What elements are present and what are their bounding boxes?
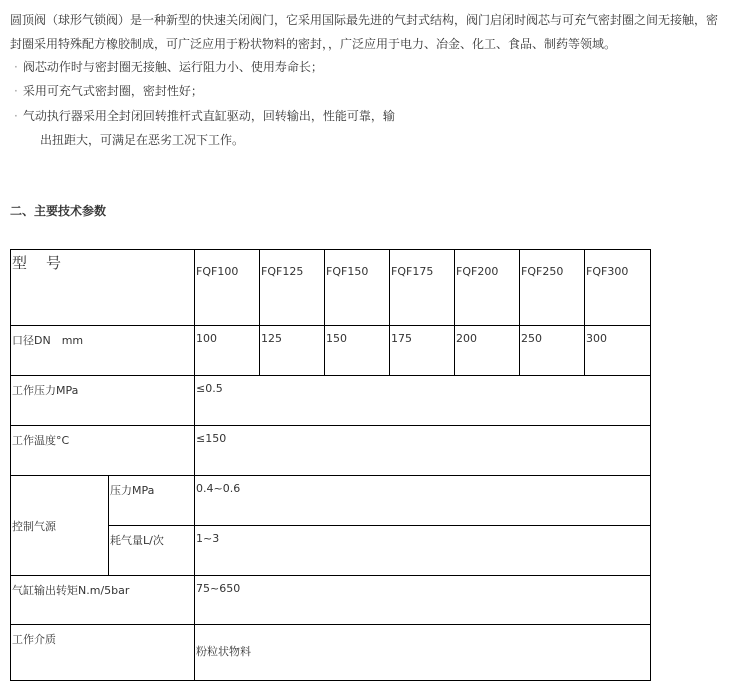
table-row-pressure (11, 376, 651, 426)
intro-paragraph: 圆顶阀（球形气锁阀）是一种新型的快速关闭阀门，它采用国际最先进的气封式结构，阀门启闭时阀芯与可充气密封圈之间无接触，密封圈采用特殊配方橡胶制成，可广泛应用于粉状物料的密封，，广泛应用于电力、冶金、化工、食品、制药等领域。 (10, 13, 719, 51)
diameter-cell: 250 (520, 326, 585, 376)
model-cell: FQF150 (325, 250, 390, 326)
section-title: 二、主要技术参数 (10, 204, 107, 218)
model-label-cell: 型 号 (11, 250, 195, 326)
table-row-control-pressure (11, 476, 651, 526)
air-consumption-value-cell: 1~3 (195, 526, 651, 576)
table-row-torque (11, 576, 651, 625)
medium-value-cell: 粉粒状物料 (195, 625, 651, 681)
diameter-cell: 300 (585, 326, 651, 376)
bullet-text: 气动执行器采用全封闭回转推杆式直缸驱动，回转输出，性能可靠，输 (22, 109, 395, 123)
spec-table (10, 249, 651, 681)
temperature-label-cell: 工作温度°C (11, 426, 195, 476)
pressure-label-cell: 工作压力MPa (11, 376, 195, 426)
control-air-label-cell: 控制气源 (11, 476, 109, 576)
model-cell: FQF175 (390, 250, 455, 326)
model-cell: FQF125 (260, 250, 325, 326)
control-pressure-label-cell: 压力MPa (109, 476, 195, 526)
diameter-cell: 100 (195, 326, 260, 376)
model-cell: FQF100 (195, 250, 260, 326)
diameter-label-cell: 口径DN mm (11, 326, 195, 376)
torque-label-cell: 气缸输出转矩N.m/5bar (11, 576, 195, 625)
table-row-model (11, 250, 651, 326)
bullet-item (14, 81, 203, 101)
bullet-dot-icon: · (14, 109, 18, 123)
bullet-text: 采用可充气式密封圈，密封性好； (22, 84, 203, 98)
diameter-cell: 125 (260, 326, 325, 376)
model-cell: FQF200 (455, 250, 520, 326)
diameter-cell: 150 (325, 326, 390, 376)
bullet-item (14, 57, 323, 77)
table-row-diameter (11, 326, 651, 376)
bullet-continuation: 出扭距大，可满足在恶劣工况下工作。 (40, 133, 245, 147)
bullet-dot-icon: · (14, 60, 18, 74)
bullet-text: 阀芯动作时与密封圈无接触、运行阻力小、使用寿命长； (22, 60, 323, 74)
table-row-temperature (11, 426, 651, 476)
diameter-cell: 175 (390, 326, 455, 376)
table-row-medium (11, 625, 651, 681)
bullet-item (14, 106, 395, 126)
torque-value-cell: 75~650 (195, 576, 651, 625)
model-cell: FQF300 (585, 250, 651, 326)
model-cell: FQF250 (520, 250, 585, 326)
pressure-value-cell: ≤0.5 (195, 376, 651, 426)
diameter-cell: 200 (455, 326, 520, 376)
bullet-dot-icon: · (14, 84, 18, 98)
medium-label-cell: 工作介质 (11, 625, 195, 681)
air-consumption-label-cell: 耗气量L/次 (109, 526, 195, 576)
temperature-value-cell: ≤150 (195, 426, 651, 476)
control-pressure-value-cell: 0.4~0.6 (195, 476, 651, 526)
